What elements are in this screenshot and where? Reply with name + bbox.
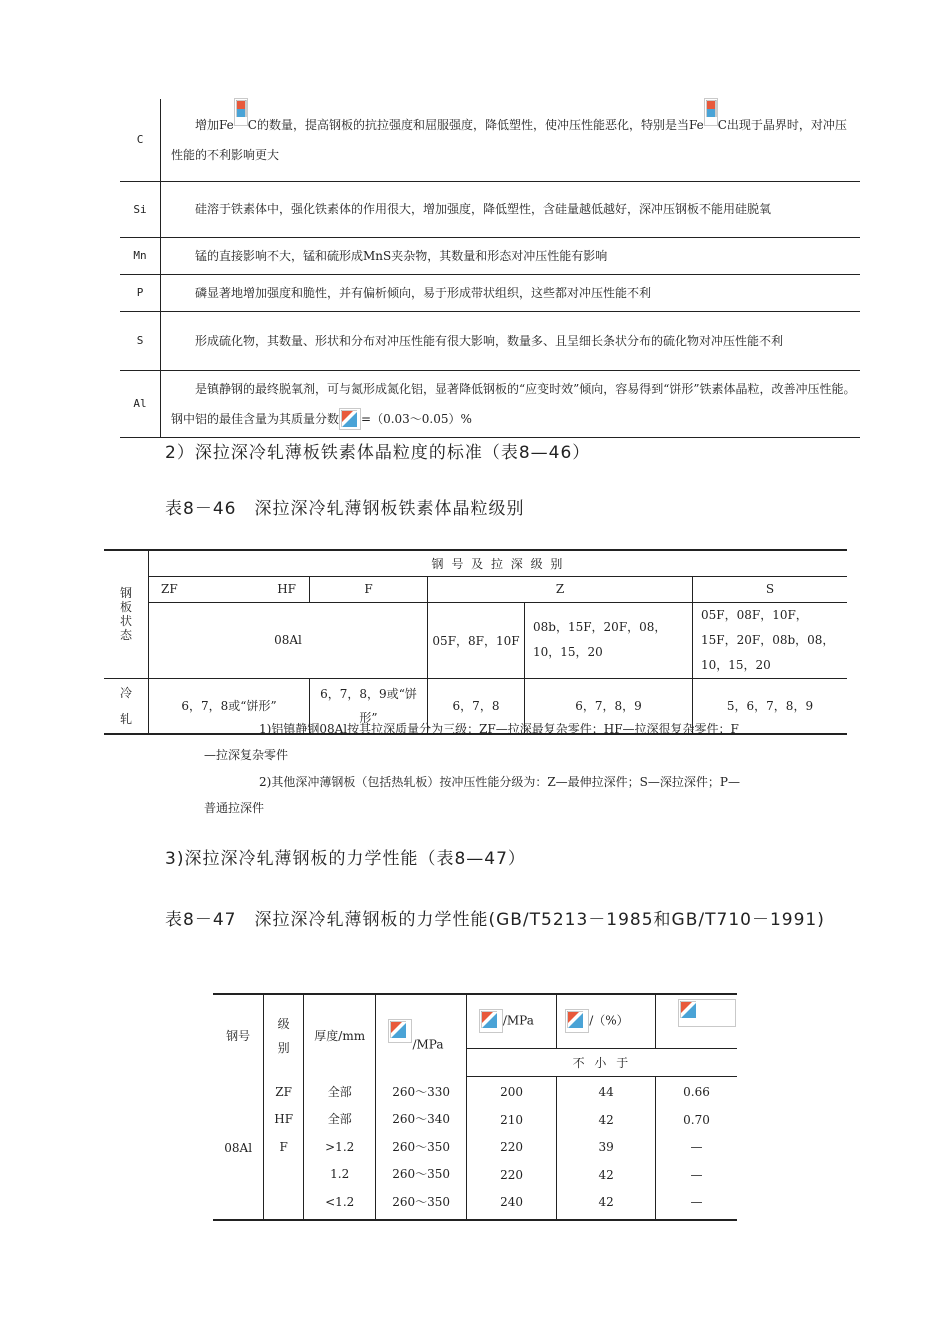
effect-cell: 磷显著地增加强度和脆性，并有偏析倾向，易于形成带状组织，这些都对冲压性能不利 [161, 274, 861, 311]
formula-image-icon [339, 408, 361, 430]
steel-s: 05F，08F，10F，15F，20F，08b，08，10，15，20 [693, 602, 848, 678]
element-cell: Si [120, 181, 161, 237]
cold-rolled-label: 冷轧 [104, 678, 149, 734]
table-row [213, 994, 737, 1048]
section-heading-3: 3)深拉深冷轧薄钢板的力学性能（表8—47） [165, 849, 526, 869]
element-cell: C [120, 99, 161, 181]
hdr-grade: 级别 [264, 994, 304, 1076]
element-cell: Al [120, 370, 161, 437]
effect-cell: 硅溶于铁素体中，强化铁素体的作用很大，增加强度，降低塑性，含硅量越低越好，深冲压钢板不能用硅脱氧 [161, 181, 861, 237]
table-row [104, 576, 847, 602]
steel-z1: 05F，8F，10F [428, 602, 525, 678]
hdr-steel: 钢号 [213, 994, 264, 1076]
table-row [104, 602, 847, 678]
table-row [120, 99, 860, 181]
table-caption-8-47: 表8－47 深拉深冷轧薄钢板的力学性能(GB/T5213－1985和GB/T710－1991) [165, 910, 825, 930]
effect-cell: 是镇静钢的最终脱氧剂，可与氮形成氮化铝，显著降低钢板的“应变时效”倾向，容易得到“饼形”铁素体晶粒，改善冲压性能。钢中铝的最佳含量为其质量分数 =（0.03～0.05）% [161, 370, 861, 437]
tensile-col: 260～330 260～340 260～350 260～350 260～350 [376, 1076, 466, 1220]
hdr-thickness: 厚度/mm [303, 994, 376, 1076]
r-value-col: 0.66 0.70 — — — [656, 1076, 738, 1220]
table-row [120, 370, 860, 437]
note-2: 2)其他深冲薄钢板（包括热轧板）按冲压性能分级为：Z—最伸拉深件；S—深拉深件；P—普通拉深件 [204, 775, 740, 815]
table-caption-8-46: 表8－46 深拉深冷轧薄钢板铁素体晶粒级别 [165, 499, 525, 519]
table-row [120, 237, 860, 274]
symbol-image-icon [479, 1009, 503, 1033]
cold-zfhf: 6，7，8或“饼形” [149, 678, 310, 734]
cold-z2: 6，7，8，9 [525, 678, 693, 734]
effect-cell: 锰的直接影响不大，锰和硫形成MnS夹杂物，其数量和形态对冲压性能有影响 [161, 237, 861, 274]
grade-f: F [310, 576, 428, 602]
steel-z2: 08b，15F，20F，08，10，15，20 [525, 602, 693, 678]
steel-cell: 08Al [213, 1076, 264, 1220]
symbol-image-icon [388, 1019, 412, 1043]
element-cell: S [120, 311, 161, 370]
hdr-yield: /MPa [466, 994, 556, 1048]
grain-size-table [104, 549, 847, 735]
thickness-col: 全部 全部 >1.2 1.2 <1.2 [303, 1076, 376, 1220]
grade-zf-hf: ZF HF [149, 576, 310, 602]
formula-image-icon [704, 98, 718, 126]
mechanical-properties-table [213, 993, 737, 1221]
cold-z1: 6，7，8 [428, 678, 525, 734]
grade-z: Z [428, 576, 693, 602]
hdr-elongation: /（%） [557, 994, 656, 1048]
note-1: 1)铝镇静钢08Al按其拉深质量分为三级：ZF—拉深最复杂零件；HF—拉深很复杂零件；F—拉深复杂零件 [204, 722, 739, 762]
effect-cell: 形成硫化物，其数量、形状和分布对冲压性能有很大影响，数量多、且呈细长条状分布的硫化物对冲压性能不利 [161, 311, 861, 370]
element-cell: Mn [120, 237, 161, 274]
table-row [104, 550, 847, 576]
element-cell: P [120, 274, 161, 311]
cold-f: 6，7，8，9或“饼形” [310, 678, 428, 734]
table-row [213, 1076, 737, 1220]
side-header: 钢板状态 [104, 550, 149, 678]
table-row [120, 181, 860, 237]
cold-s: 5，6，7，8，9 [693, 678, 848, 734]
elongation-col: 44 42 39 42 42 [557, 1076, 656, 1220]
yield-col: 200 210 220 220 240 [466, 1076, 556, 1220]
element-effects-table [120, 99, 860, 438]
section-heading-2: 2）深拉深冷轧薄板铁素体晶粒度的标准（表8—46） [165, 443, 591, 463]
symbol-image-icon [678, 999, 736, 1027]
steel-08al: 08Al [149, 602, 428, 678]
grade-col: ZF HF F [264, 1076, 304, 1220]
hdr-tensile: /MPa [376, 994, 466, 1076]
top-header: 钢 号 及 拉 深 级 别 [149, 550, 848, 576]
table-row [120, 274, 860, 311]
hdr-r-value [656, 994, 738, 1048]
grade-s: S [693, 576, 848, 602]
symbol-image-icon [565, 1009, 589, 1033]
formula-image-icon [234, 98, 248, 126]
hdr-min: 不 小 于 [466, 1048, 737, 1076]
table-row [120, 311, 860, 370]
effect-cell: 增加Fe C的数量，提高钢板的抗拉强度和屈服强度，降低塑性，使冲压性能恶化，特别是当Fe C出现于晶界时，对冲压性能的不利影响更大 [161, 99, 861, 181]
